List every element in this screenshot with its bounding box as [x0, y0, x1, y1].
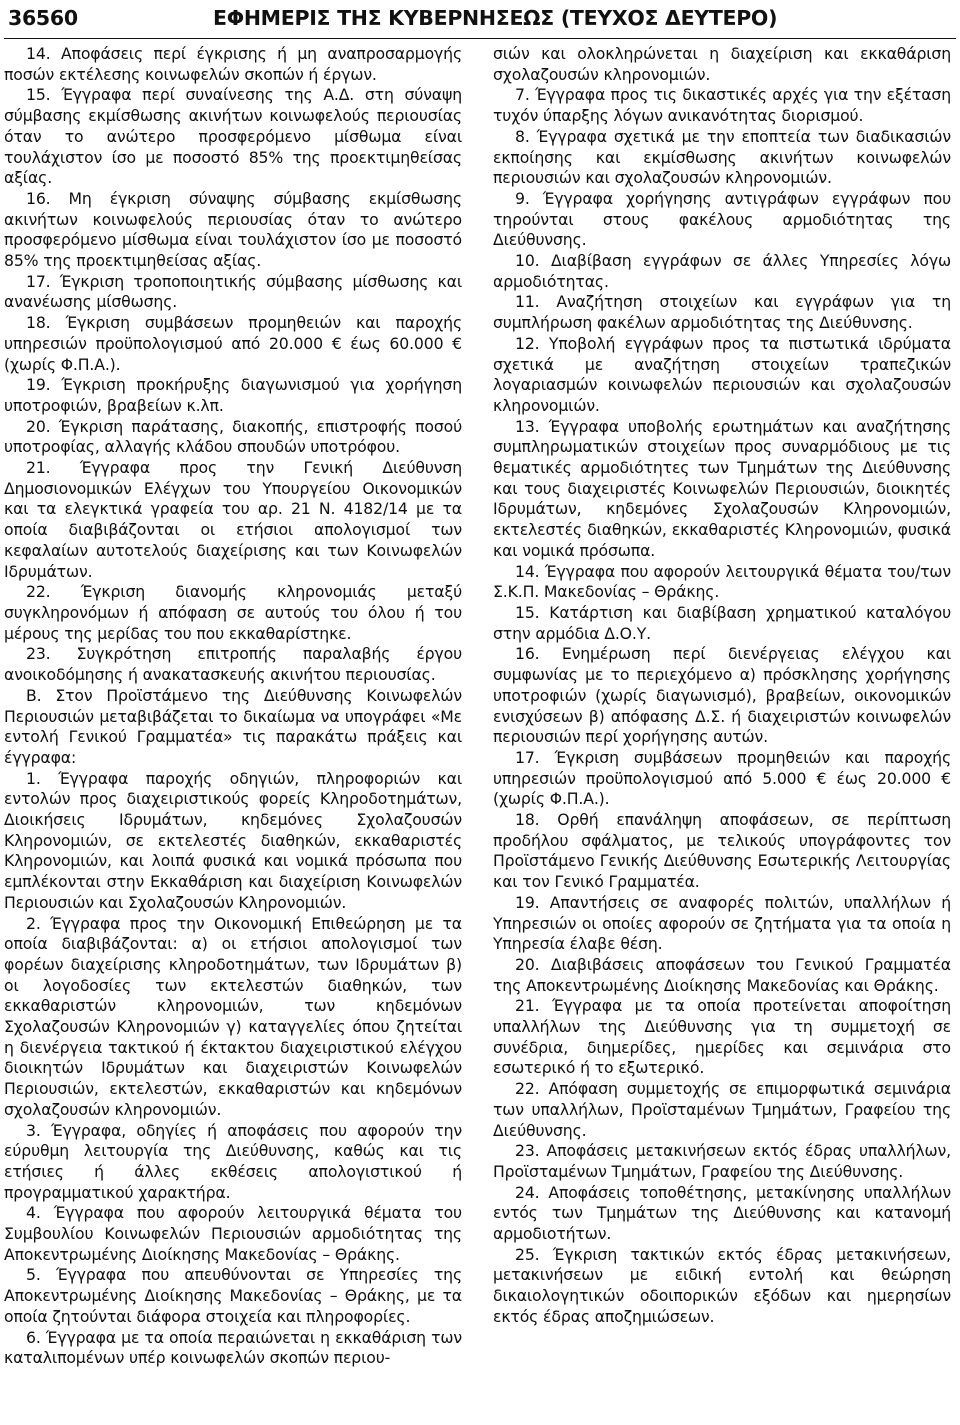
paragraph: σιών και ολοκληρώνεται η διαχείριση και εκκαθάριση σχολαζουσών κληρονομιών. [493, 44, 951, 84]
paragraph: 7. Έγγραφα προς τις δικαστικές αρχές για την εξέταση τυχόν ύπαρξης λόγων ανικανότητας διορισμού. [493, 85, 951, 126]
paragraph: 9. Έγγραφα χορήγησης αντιγράφων εγγράφων που τηρούνται στους φακέλους αρμοδιότητας της Διεύθυνσης. [493, 188, 951, 250]
paragraph: 3. Έγγραφα, οδηγίες ή αποφάσεις που αφορούν την εύρυθμη λειτουργία της Διεύθυνσης, καθώς και τις ετήσιες ή άλλες εκθέσεις απολογιστικού ή προγραμματικού χαρακτήρα. [4, 1120, 462, 1202]
paragraph: 21. Έγγραφα με τα οποία προτείνεται αποφοίτηση υπαλλήλων της Διεύθυνσης για τη συμμετοχή σε συνέδρια, διημερίδες, ημερίδες και σεμινάρια στο εσωτερικό ή το εξωτερικό. [493, 996, 951, 1078]
paragraph: 8. Έγγραφα σχετικά με την εποπτεία των διαδικασιών εκποίησης και εκμίσθωσης ακινήτων κοινωφελών περιουσιών και σχολαζουσών κληρονομιών. [493, 126, 951, 188]
paragraph: 13. Έγγραφα υποβολής ερωτημάτων και αναζήτησης συμπληρωματικών στοιχείων προς συναρμόδιους με τις θεματικές αρμοδιότητες των Τμημάτων της Διεύθυνσης και τους διαχειριστές Κοινωφελών Περιουσιών, διοικητές Ιδρυμάτων, κηδεμόνες Σχολαζουσών Κληρονομιών, εκτελεστές διαθηκών, εκκαθαριστές Κληρονομιών, φυσικά και νομικά πρόσωπα. [493, 416, 951, 560]
page-number: 36560 [8, 6, 78, 30]
paragraph: 14. Έγγραφα που αφορούν λειτουργικά θέματα του/των Σ.Κ.Π. Μακεδονίας – Θράκης. [493, 561, 951, 602]
paragraph: 23. Συγκρότηση επιτροπής παραλαβής έργου ανοικοδόμησης ή ανακατασκευής ακινήτου περιουσίας. [4, 644, 462, 685]
paragraph: Β. Στον Προϊστάμενο της Διεύθυνσης Κοινωφελών Περιουσιών μεταβιβάζεται το δικαίωμα να υπογράφει «Με εντολή Γενικού Γραμματέα» τις παρακάτω πράξεις και έγγραφα: [4, 685, 462, 767]
paragraph: 12. Υποβολή εγγράφων προς τα πιστωτικά ιδρύματα σχετικά με αναζήτηση στοιχείων τραπεζικών λογαριασμών κοινωφελών περιουσιών και σχολαζουσών κληρονομιών. [493, 333, 951, 415]
paragraph: 20. Διαβιβάσεις αποφάσεων του Γενικού Γραμματέα της Αποκεντρωμένης Διοίκησης Μακεδονίας και Θράκης. [493, 954, 951, 995]
paragraph: 11. Αναζήτηση στοιχείων και εγγράφων για τη συμπλήρωση φακέλων αρμοδιότητας της Διεύθυνσης. [493, 292, 951, 333]
paragraph: 14. Αποφάσεις περί έγκρισης ή μη αναπροσαρμογής ποσών εκτέλεσης κοινωφελών σκοπών ή έργων. [4, 44, 462, 84]
paragraph: 21. Έγγραφα προς την Γενική Διεύθυνση Δημοσιονομικών Ελέγχων του Υπουργείου Οικονομικών και τα ελεγκτικά γραφεία του αρ. 21 Ν. 4182/14 με τα οποία διαβιβάζονται οι ετήσιοι απολογισμοί των κεφαλαίων αυτοτελούς διαχείρισης και των Κοινωφελών Ιδρυμάτων. [4, 458, 462, 581]
paragraph: 1. Έγγραφα παροχής οδηγιών, πληροφοριών και εντολών προς διαχειριστικούς φορείς Κληροδοτημάτων, Διοικήσεις Ιδρυμάτων, κηδεμόνες Σχολαζουσών Κληρονομιών, σε εκτελεστές διαθηκών, εκκαθαριστές Κληρονομιών, και λοιπά φυσικά και νομικά πρόσωπα που εμπλέκονται στην Εκκαθάριση και διαχείριση Κοινωφελών Περιουσιών και Σχολαζουσών Κληρονομιών. [4, 768, 462, 912]
paragraph: 22. Έγκριση διανομής κληρονομιάς μεταξύ συγκληρονόμων ή απόφαση σε αυτούς του όλου ή του μέρους της μερίδας του που εκκαθαρίστηκε. [4, 582, 462, 643]
paragraph: 22. Απόφαση συμμετοχής σε επιμορφωτικά σεμινάρια των υπαλλήλων, Προϊσταμένων Τμημάτων, Γραφείου της Διεύθυνσης. [493, 1079, 951, 1140]
paragraph: 6. Έγγραφα με τα οποία περαιώνεται η εκκαθάριση των καταλιπομένων υπέρ κοινωφελών σκοπών περιου- [4, 1327, 462, 1368]
paragraph: 24. Αποφάσεις τοποθέτησης, μετακίνησης υπαλλήλων εντός των Τμημάτων της Διεύθυνσης και κατανομή αρμοδιοτήτων. [493, 1182, 951, 1244]
paragraph: 19. Απαντήσεις σε αναφορές πολιτών, υπαλλήλων ή Υπηρεσιών οι οποίες αφορούν σε ζητήματα για τα οποία η Υπηρεσία έλαβε θέση. [493, 892, 951, 954]
paragraph: 16. Ενημέρωση περί διενέργειας ελέγχου και συμφωνίας με το περιεχόμενο α) πρόσκλησης χορήγησης υποτροφιών (χωρίς διαγωνισμό), βραβείων, οικονομικών ενισχύσεων β) απόφασης Δ.Σ. ή διαχειριστών κοινωφελών περιουσιών περί χορήγησης αυτών. [493, 644, 951, 747]
page-header [4, 2, 956, 40]
paragraph: 15. Έγγραφα περί συναίνεσης της Α.Δ. στη σύναψη σύμβασης εκμίσθωσης ακινήτων κοινωφελούς περιουσίας όταν το ανώτερο προσφερόμενο μίσθωμα είναι τουλάχιστον ίσο με ποσοστό 85% της προεκτιμηθείσας αξίας. [4, 85, 462, 188]
paragraph: 15. Κατάρτιση και διαβίβαση χρηματικού καταλόγου στην αρμόδια Δ.Ο.Υ. [493, 602, 951, 643]
paragraph: 17. Έγκριση τροποποιητικής σύμβασης μίσθωσης και ανανέωσης μίσθωσης. [4, 271, 462, 312]
paragraph: 10. Διαβίβαση εγγράφων σε άλλες Υπηρεσίες λόγω αρμοδιότητας. [493, 251, 951, 291]
paragraph: 2. Έγγραφα προς την Οικονομική Επιθεώρηση με τα οποία διαβιβάζονται: α) οι ετήσιοι απολογισμοί των φορέων διαχείρισης κληροδοτημάτων, των Ιδρυμάτων β) οι λογοδοσίες των εκτελεστών διαθηκών, των εκκαθαριστών κληρονομιών, των κηδεμόνων Σχολαζουσών Κληρονομιών γ) καταγγελίες όπου ζητείται η διενέργεια τακτικού ή έκτακτου διαχειριστικού ελέγχου διοικητών Ιδρυμάτων και διαχειριστών Κοινωφελών Περιουσιών, εκτελεστών, εκκαθαριστών και κηδεμόνων σχολαζουσών κληρονομιών. [4, 913, 462, 1119]
paragraph: 5. Έγγραφα που απευθύνονται σε Υπηρεσίες της Αποκεντρωμένης Διοίκησης Μακεδονίας – Θράκης, με τα οποία ζητούνται διάφορα στοιχεία και πληροφορίες. [4, 1265, 462, 1326]
paragraph: 25. Έγκριση τακτικών εκτός έδρας μετακινήσεων, μετακινήσεων με ειδική εντολή και θεώρηση δικαιολογητικών οδοιπορικών εξόδων και ημερησίων εκτός έδρας αποζημιώσεων. [493, 1244, 951, 1326]
paragraph: 19. Έγκριση προκήρυξης διαγωνισμού για χορήγηση υποτροφιών, βραβείων κ.λπ. [4, 375, 462, 415]
right-column [493, 44, 951, 1328]
paragraph: 18. Ορθή επανάληψη αποφάσεων, σε περίπτωση προδήλου σφάλματος, με τελικούς υπογράφοντες τον Προϊστάμενο Γενικής Διεύθυνσης Εσωτερικής Λειτουργίας και τον Γενικό Γραμματέα. [493, 810, 951, 892]
paragraph: 16. Μη έγκριση σύναψης σύμβασης εκμίσθωσης ακινήτων κοινωφελούς περιουσίας όταν το ανώτερο προσφερόμενο μίσθωμα είναι τουλάχιστον ίσο με ποσοστό 85% της προεκτιμηθείσας αξίας. [4, 188, 462, 271]
gazette-title: ΕΦΗΜΕΡΙΣ ΤΗΣ ΚΥΒΕΡΝΗΣΕΩΣ (ΤΕΥΧΟΣ ΔΕΥΤΕΡΟ) [213, 6, 778, 30]
paragraph: 18. Έγκριση συμβάσεων προμηθειών και παροχής υπηρεσιών προϋπολογισμού από 20.000 € έως 60.000 € (χωρίς Φ.Π.Α.). [4, 313, 462, 374]
paragraph: 23. Αποφάσεις μετακινήσεων εκτός έδρας υπαλλήλων, Προϊσταμένων Τμημάτων, Γραφείου της Διεύθυνσης. [493, 1141, 951, 1181]
paragraph: 17. Έγκριση συμβάσεων προμηθειών και παροχής υπηρεσιών προϋπολογισμού από 5.000 € έως 20.000 € (χωρίς Φ.Π.Α.). [493, 747, 951, 809]
paragraph: 20. Έγκριση παράτασης, διακοπής, επιστροφής ποσού υποτροφίας, αλλαγής κλάδου σπουδών υποτρόφου. [4, 416, 462, 457]
paragraph: 4. Έγγραφα που αφορούν λειτουργικά θέματα του Συμβουλίου Κοινωφελών Περιουσιών αρμοδιότητας της Αποκεντρωμένης Διοίκησης Μακεδονίας – Θράκης. [4, 1203, 462, 1264]
left-column [4, 44, 462, 1369]
header-rule [4, 38, 956, 39]
